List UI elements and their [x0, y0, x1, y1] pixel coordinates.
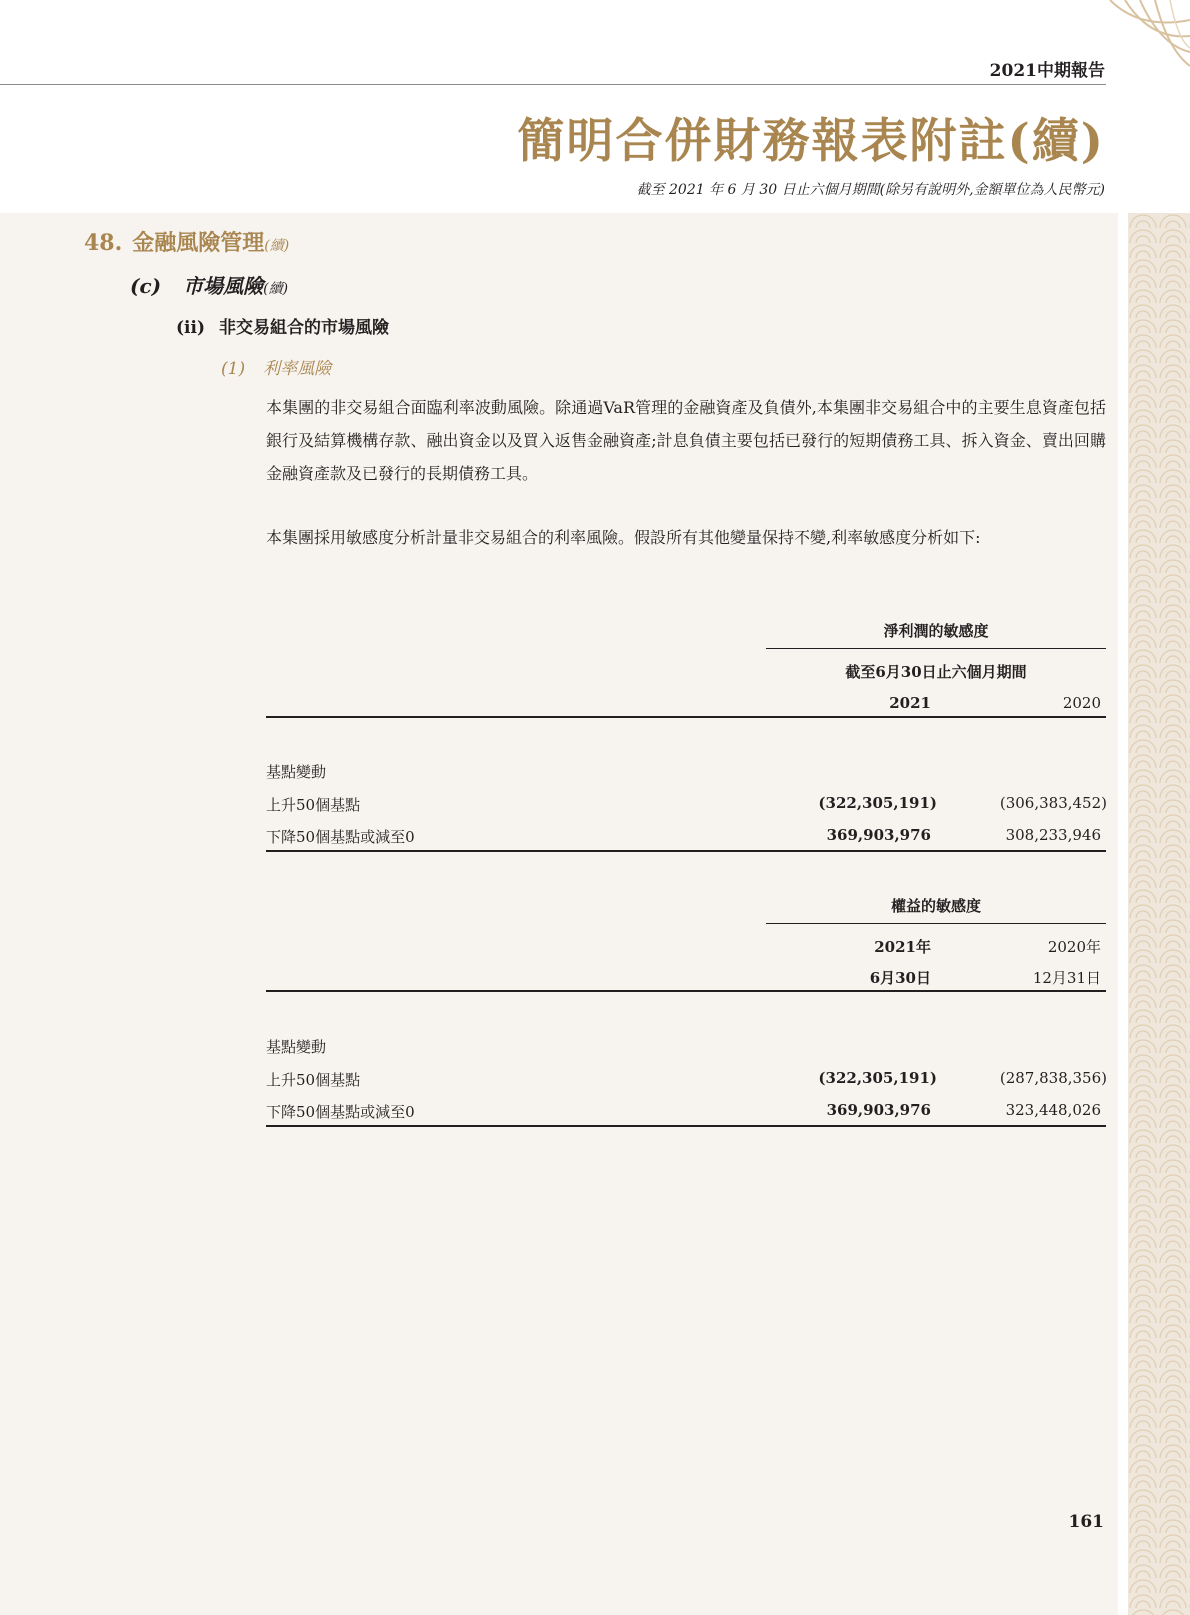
table-section-label — [266, 1036, 1106, 1060]
subsection-title: 非交易組合的市場風險 — [219, 318, 390, 338]
column-header-2021: 2021 — [889, 694, 931, 712]
section-heading-48 — [84, 226, 289, 257]
table-group-header: 淨利潤的敏感度 — [883, 622, 989, 640]
value-2020: 308,233,946 — [1005, 826, 1101, 844]
report-name: 2021中期報告 — [989, 61, 1105, 81]
table-bottom-rule — [266, 850, 1106, 852]
column-header-2020: 2020 — [1062, 694, 1101, 712]
section-label: 基點變動 — [266, 1038, 327, 1056]
page-number: 161 — [1068, 1512, 1104, 1532]
value-2021: (322,305,191) — [818, 794, 937, 812]
subsection-heading-1 — [221, 354, 331, 379]
table-bottom-rule — [266, 1125, 1106, 1127]
subsection-heading-ii — [176, 313, 389, 338]
subsection-number: (c) — [130, 274, 162, 298]
subsection-heading-c — [130, 270, 288, 299]
column-header-2020-date: 12月31日 — [1032, 969, 1101, 987]
row-label: 下降50個基點或減至0 — [266, 828, 415, 846]
page-title: 簡明合併財務報表附註(續) — [517, 114, 1105, 169]
column-header-row — [266, 967, 1106, 991]
value-2020: (306,383,452) — [999, 794, 1107, 812]
column-header-row — [266, 694, 1106, 718]
header-bottom-rule — [266, 716, 1106, 718]
page-subtitle: 截至 2021 年 6 月 30 日止六個月期間(除另有說明外,金額單位為人民幣元) — [636, 182, 1105, 198]
subsection-title: 市場風險 — [183, 274, 264, 298]
group-header-rule — [766, 923, 1106, 924]
row-label: 上升50個基點 — [266, 1071, 361, 1089]
section-label: 基點變動 — [266, 763, 327, 781]
paragraph-interest-rate-exposure: 本集團的非交易組合面臨利率波動風險。除通過VaR管理的金融資產及負債外,本集團非交易組合中的主要生息資產包括銀行及結算機構存款、融出資金以及買入返售金融資產;計息負債主要包括已發行的短期債務工具、拆入資金、賣出回購金融資產款及已發行的長期債務工具。 — [266, 398, 1106, 483]
continued-label: (續) — [263, 281, 289, 297]
value-2021: (322,305,191) — [818, 1069, 937, 1087]
subsection-number: (ii) — [176, 318, 206, 338]
value-2021: 369,903,976 — [826, 826, 931, 844]
column-header-2020-year: 2020年 — [1047, 938, 1101, 956]
table-group-header: 權益的敏感度 — [890, 897, 981, 915]
paragraph-sensitivity-analysis: 本集團採用敏感度分析計量非交易組合的利率風險。假設所有其他變量保持不變,利率敏感度分析如下: — [266, 528, 981, 547]
subsection-number: (1) — [221, 359, 246, 379]
section-number: 48. — [84, 230, 123, 256]
side-pattern-decoration — [1128, 213, 1190, 1615]
subsection-title: 利率風險 — [263, 359, 332, 379]
table-row — [266, 1069, 1106, 1093]
row-label: 下降50個基點或減至0 — [266, 1103, 415, 1121]
header-bottom-rule — [266, 990, 1106, 992]
header-divider — [0, 84, 1106, 85]
column-header-2021-year: 2021年 — [874, 938, 931, 956]
table-section-label — [266, 761, 1106, 785]
table-row — [266, 794, 1106, 818]
column-header-2021-date: 6月30日 — [869, 969, 931, 987]
section-title: 金融風險管理 — [132, 230, 265, 256]
value-2020: (287,838,356) — [999, 1069, 1107, 1087]
group-header-rule — [766, 648, 1106, 649]
period-header: 截至6月30日止六個月期間 — [845, 663, 1027, 681]
value-2021: 369,903,976 — [826, 1101, 931, 1119]
table-row — [266, 1101, 1106, 1125]
row-label: 上升50個基點 — [266, 796, 361, 814]
value-2020: 323,448,026 — [1005, 1101, 1101, 1119]
table-row — [266, 826, 1106, 850]
continued-label: (續) — [264, 238, 290, 254]
column-header-row — [266, 936, 1106, 960]
